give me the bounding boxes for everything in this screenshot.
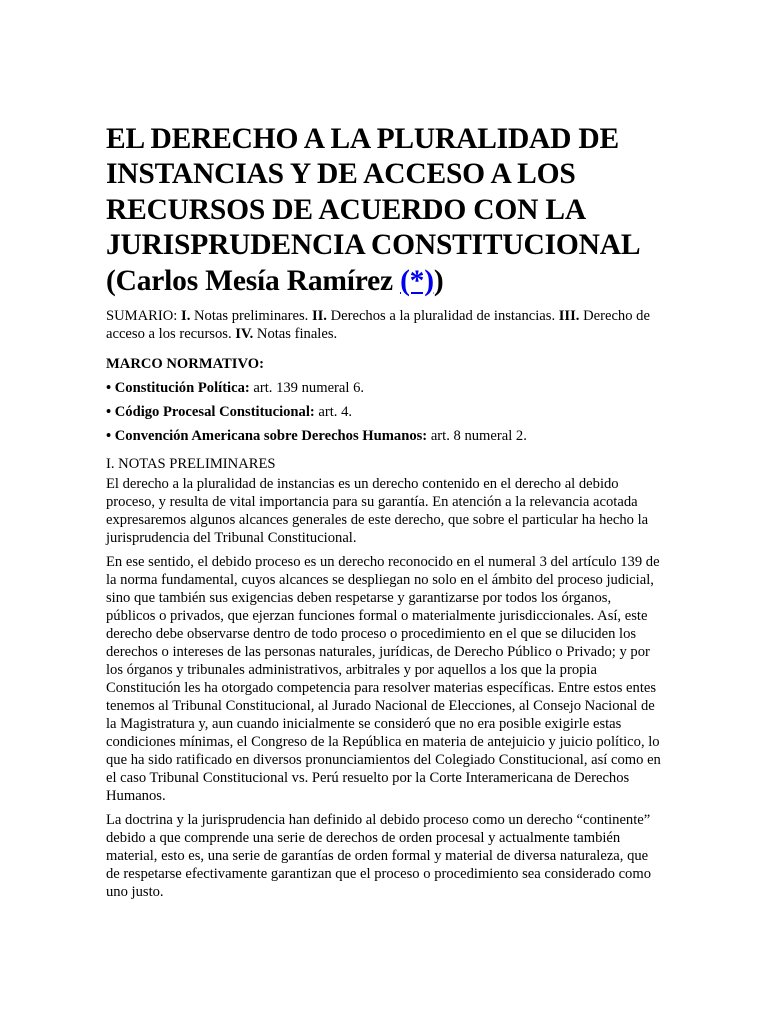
title-author-close: ) [433, 264, 444, 297]
sumario-ii-text: Derechos a la pluralidad de instancias. [326, 308, 559, 325]
document-page [106, 122, 662, 907]
sumario [106, 307, 662, 343]
norma-item [106, 379, 662, 397]
footnote-link[interactable]: (*) [400, 264, 434, 297]
title-line-3: RECURSOS DE ACUERDO CON LA [106, 193, 586, 226]
paragraph: La doctrina y la jurisprudencia han definido al debido proceso como un derecho “continente” debido a que comprende una serie de derechos de orden procesal y actualmente también material, esto es, una serie de garantías de orden formal y material de diversa naturaleza, que de respetarse efectivamente garantizan que el proceso o procedimiento sea considerado como uno justo. [106, 812, 651, 901]
title-line-2: INSTANCIAS Y DE ACCESO A LOS [106, 158, 576, 191]
sumario-i-num: I. [181, 308, 191, 325]
title-line-4: JURISPRUDENCIA CONSTITUCIONAL [106, 229, 641, 262]
paragraph: El derecho a la pluralidad de instancias es un derecho contenido en el derecho al debido proceso, y resulta de vital importancia para su garantía. En atención a la relevancia acotada expresaremos algunos alcances generales de este derecho, que sobre el particular ha hecho la jurisprudencia del Tribunal Constitucional. [106, 476, 649, 547]
norma-ref: art. 8 numeral 2. [427, 428, 527, 445]
norma-label: • Convención Americana sobre Derechos Humanos: [106, 428, 428, 445]
norma-ref: art. 4. [314, 404, 353, 421]
norma-ref: art. 139 numeral 6. [249, 380, 365, 397]
document-title [106, 122, 662, 299]
sumario-i-text: Notas preliminares. [190, 308, 312, 325]
sumario-iv-num: IV. [235, 326, 254, 343]
sumario-ii-num: II. [311, 308, 327, 325]
marco-normativo-heading: MARCO NORMATIVO: [106, 356, 264, 373]
title-author: (Carlos Mesía Ramírez [106, 264, 401, 297]
paragraph: En ese sentido, el debido proceso es un derecho reconocido en el numeral 3 del artículo 139 de la norma fundamental, cuyos alcances se despliegan no solo en el ámbito del proceso judicial, sino que también sus exigencias deben respetarse y garantizarse por todos los órganos, públicos o privados, que ejerzan funciones formal o materialmente jurisdiccionales. Así, este derecho debe observarse dentro de todo proceso o procedimiento en el que se diluciden los derechos o intereses de las personas naturales, jurídicas, de Derecho Público o Privado; y por los órganos y tribunales administrativos, arbitrales y por aquellos a los que la propia Constitución les ha otorgado competencia para resolver materias específicas. Entre estos entes tenemos al Tribunal Constitucional, al Jurado Nacional de Elecciones, al Consejo Nacional de la Magistratura y, aun cuando inicialmente se consideró que no era posible exigirle estas condiciones mínimas, el Congreso de la República en materia de antejuicio y juicio político, lo que ha sido ratificado en diversos pronunciamientos del Colegiado Constitucional, así como en el caso Tribunal Constitucional vs. Perú resuelto por la Corte Interamericana de Derechos Humanos. [106, 554, 661, 805]
norma-item [106, 403, 662, 421]
title-line-1: EL DERECHO A LA PLURALIDAD DE [106, 123, 620, 155]
norma-label: • Código Procesal Constitucional: [106, 404, 315, 421]
sumario-iii-text: Derecho de acceso a los recursos. [106, 308, 650, 343]
sumario-iv-text: Notas finales. [253, 326, 338, 343]
sumario-label: SUMARIO: [106, 308, 182, 325]
norma-item [106, 427, 662, 445]
section-heading: I. NOTAS PRELIMINARES [106, 456, 276, 473]
sumario-iii-num: III. [558, 308, 580, 325]
norma-label: • Constitución Política: [106, 380, 250, 397]
